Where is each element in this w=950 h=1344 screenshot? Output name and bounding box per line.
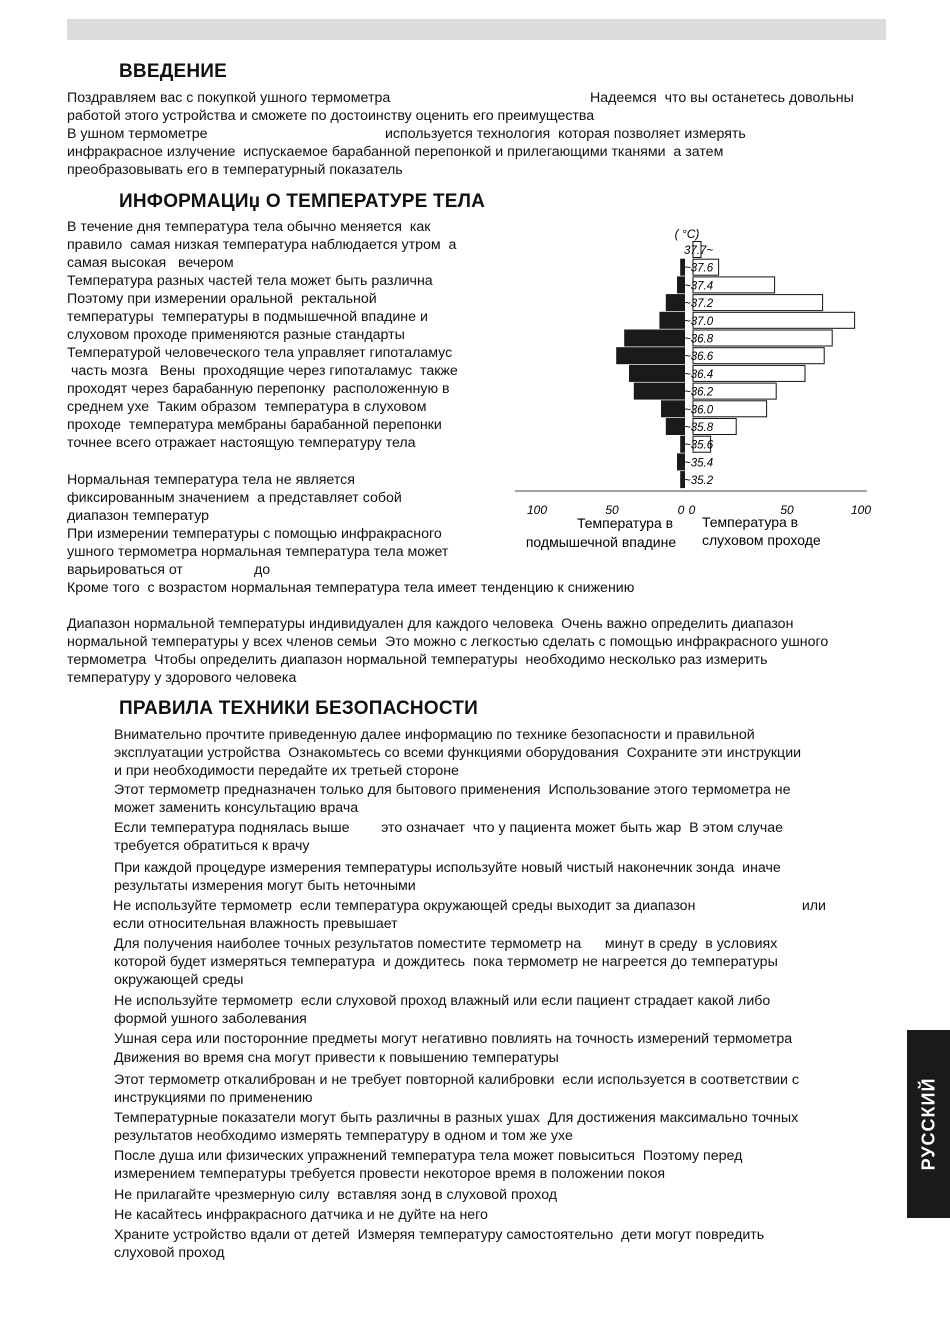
right-axis-label: слуховом проходе [702,532,821,548]
tick-label: 0 [688,503,696,517]
axillary-bar [616,347,685,364]
left-axis-label: Температура в [576,515,674,531]
safety-rule-line: инструкциями по применению [114,1090,313,1106]
left-axis-label: подмышечной впадине [525,534,677,550]
unit-label: ( °C) [674,227,700,241]
header-bar [67,19,886,40]
family-line: нормальной температуры у всех членов семьи Это можно с легкостью сделать с помощью инфракрасного ушного [67,634,829,650]
safety-heading: ПРАВИЛА ТЕХНИКИ БЕЗОПАСНОСТИ [119,698,478,719]
info-line2: диапазон температур [67,508,210,524]
intro-text-5: преобразовывать его в температурный показатель [67,162,403,178]
safety-rule-line: Движения во время сна могут привести к повышению температуры [114,1050,559,1066]
language-tab-label: РУССКИЙ [918,1077,938,1171]
category-label: ~36.0 [684,404,714,417]
category-label: ~37.6 [684,262,714,275]
tick-label: 50 [605,503,619,517]
category-label: ~35.4 [684,457,714,470]
category-label: ~37.0 [684,315,714,328]
category-label: ~35.6 [684,439,714,452]
intro-text-3a: В ушном термометре [67,126,208,142]
category-label: 37.7~ [684,245,714,257]
info-line: проходят через барабанную перепонку расположенную в [67,381,450,397]
category-label: ~36.8 [684,333,714,346]
safety-rule-line: Не используйте термометр если температура окружающей среды выходит за диапазон или [113,898,826,914]
range-from-text: варьироваться от [67,562,183,578]
info-line: температуры температуры в подмышечной впадине и [67,309,428,325]
safety-rule-line: эксплуатации устройства Ознакомьтесь со всеми функциями оборудования Сохраните эти инструкции [114,745,802,761]
axillary-bar [661,400,685,417]
info-heading: ИНФОРМАЦИџ О ТЕМПЕРАТУРЕ ТЕЛА [119,191,486,212]
family-line: термометра Чтобы определить диапазон нормальной температуры необходимо несколько раз измерить [67,652,768,668]
category-label: ~35.2 [684,475,714,488]
safety-rule-line: Внимательно прочтите приведенную далее информацию по технике безопасности и правильной [114,727,755,743]
safety-rule-line: При каждой процедуре измерения температуры используйте новый чистый наконечник зонда иначе [114,860,781,876]
intro-text-1a: Поздравляем вас с покупкой ушного термометра [67,90,391,106]
safety-rule-line: формой ушного заболевания [114,1011,307,1027]
safety-rule-line: Ушная сера или посторонние предметы могут негативно повлиять на точность измерений термометра [114,1031,793,1047]
tick-label: 100 [850,503,872,517]
axillary-bar [634,383,685,400]
temperature-distribution-chart [505,220,885,560]
safety-rule-line: Не используйте термометр если слуховой проход влажный или если пациент страдает какой либо [114,993,771,1009]
tick-label: 0 [677,503,685,517]
axillary-bar [624,330,685,347]
axillary-bar [629,365,685,382]
safety-rule-line: результатов необходимо измерять температуру в одном и том же ухе [114,1128,573,1144]
intro-text-2: работой этого устройства и сможете по достоинству оценить его преимущества [67,108,595,124]
safety-rule-line: измерением температуры требуется провести некоторое время в положении покоя [114,1166,666,1182]
info-line: часть мозга Вены проходящие через гипоталамус также [67,363,458,379]
safety-rule-line: Если температура поднялась выше это означает что у пациента может быть жар В этом случае [114,820,784,836]
axillary-bar [666,294,685,311]
category-label: ~35.8 [684,422,714,434]
right-axis-label: Температура в [702,514,799,530]
category-label: ~36.6 [684,351,714,364]
safety-rule-line: может заменить консультацию врача [114,800,359,816]
family-line: температуру у здорового человека [67,670,297,686]
info-line: В течение дня температура тела обычно меняется как [67,219,431,235]
info-line: слуховом проходе применяются разные стандарты [67,327,405,343]
safety-rule-line: окружающей среды [114,972,244,988]
intro-text-1b: Надеемся что вы останетесь довольны [590,90,854,106]
info-line: правило самая низкая температура наблюдается утром а [67,237,457,253]
tick-label: 50 [780,503,794,517]
safety-rule-line: Этот термометр откалиброван и не требует повторной калибровки если используется в соответствии с [114,1072,799,1088]
safety-rule-line: требуется обратиться к врачу [114,838,310,854]
safety-rule-line: После душа или физических упражнений температура тела может повыситься Поэтому перед [114,1148,743,1164]
safety-rule-line: Не касайтесь инфракрасного датчика и не дуйте на него [114,1207,488,1223]
info-line2: фиксированным значением а представляет собой [67,490,402,506]
safety-rule-line: Температурные показатели могут быть различны в разных ушах Для достижения максимально точных [114,1110,799,1126]
age-text: Кроме того с возрастом нормальная температура тела имеет тенденцию к снижению [67,580,635,596]
category-label: ~37.2 [684,298,714,311]
axillary-bar [659,312,685,329]
info-line: самая высокая вечером [67,255,234,271]
ear-canal-bar [693,312,855,328]
safety-rule-line: результаты измерения могут быть неточными [114,878,416,894]
intro-text-3b: используется технология которая позволяет измерять [385,126,746,142]
info-line: Температура разных частей тела может быть различна [67,273,433,289]
safety-rule-line: и при необходимости передайте их третьей стороне [114,763,459,779]
category-label: ~36.2 [684,386,714,399]
safety-rule-line: которой будет измеряться температура и дождитесь пока термометр не нагреется до температуры [114,954,778,970]
intro-text-4: инфракрасное излучение испускаемое барабанной перепонкой и прилегающими тканями а затем [67,144,724,160]
safety-rule-line: слуховой проход [114,1245,225,1261]
tick-label: 100 [526,503,548,517]
safety-rule-line: если относительная влажность превышает [113,916,398,932]
range-to-text: до [254,562,271,578]
info-line: среднем ухе Таким образом температура в слуховом [67,399,427,415]
language-tab [907,1030,950,1218]
safety-rule-line: Не прилагайте чрезмерную силу вставляя зонд в слуховой проход [114,1187,558,1203]
info-line2: При измерении температуры с помощью инфракрасного [67,526,442,542]
info-line: Температурой человеческого тела управляет гипоталамус [67,345,453,361]
info-line: проходе температура мембраны барабанной перепонки [67,417,442,433]
info-line: точнее всего отражает настоящую температуру тела [67,435,416,451]
safety-rule-line: Этот термометр предназначен только для бытового применения Использование этого термометра не [114,782,791,798]
info-line: Поэтому при измерении оральной ректальной [67,291,377,307]
info-line2: ушного термометра нормальная температура тела может [67,544,449,560]
safety-rule-line: Для получения наиболее точных результатов поместите термометр на минут в среду в условиях [114,936,778,952]
ear-canal-bar [693,330,832,346]
axillary-bar [666,418,685,435]
family-line: Диапазон нормальной температуры индивидуален для каждого человека Очень важно определить диапазон [67,616,794,632]
category-label: ~36.4 [684,368,714,381]
info-line2: Нормальная температура тела не является [67,472,355,488]
intro-heading: ВВЕДЕНИЕ [119,61,227,82]
category-label: ~37.4 [684,280,714,293]
safety-rule-line: Храните устройство вдали от детей Измеряя температуру самостоятельно дети могут повредить [114,1227,765,1243]
